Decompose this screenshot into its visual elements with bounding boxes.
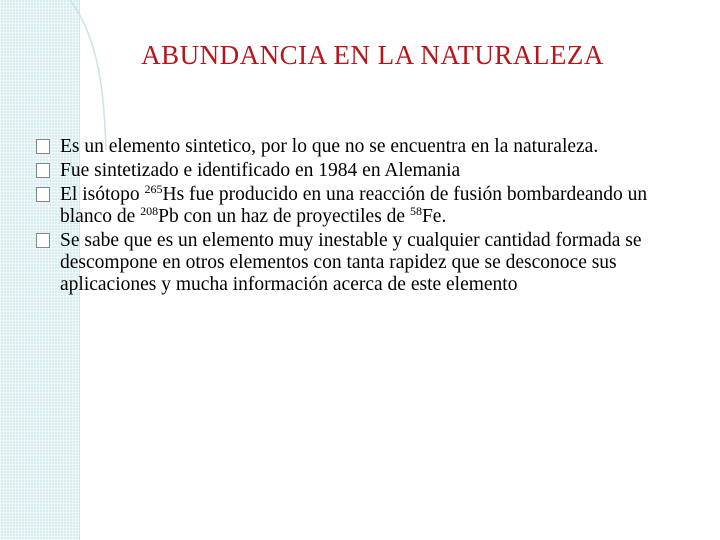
square-bullet-icon	[36, 233, 50, 248]
bullet-text: Es un elemento sintetico, por lo que no se encuentra en la naturaleza.	[60, 136, 599, 157]
bullet-text: Se sabe que es un elemento muy inestable y cualquier cantidad formada se descompone en otros elementos con tanta rapidez que se desconoce sus aplicaciones y mucha información acerca de este elemento	[60, 230, 642, 295]
bullet-text: Fue sintetizado e identificado en 1984 en Alemania	[60, 160, 461, 181]
bullet-item	[36, 136, 686, 158]
bullet-text	[60, 184, 647, 227]
mass-number-superscript: 58	[409, 204, 422, 218]
bullet-text-part: El isótopo	[60, 184, 145, 205]
bullet-text-part: Pb con un haz de proyectiles de	[158, 206, 410, 227]
bullet-text-part: Fe.	[421, 206, 447, 227]
bullet-list	[36, 136, 686, 298]
square-bullet-icon	[36, 187, 50, 202]
bullet-text-part: Hs fue producido en una reacción de fusión bombardeando un blanco de	[60, 184, 648, 227]
square-bullet-icon	[36, 163, 50, 178]
slide-title: ABUNDANCIA EN LA NATURALEZA	[141, 40, 604, 70]
square-bullet-icon	[36, 139, 50, 154]
bullet-item	[36, 230, 686, 296]
bullet-item	[36, 160, 686, 182]
mass-number-superscript: 208	[140, 204, 159, 218]
bullet-item	[36, 184, 686, 228]
mass-number-superscript: 265	[144, 182, 163, 196]
